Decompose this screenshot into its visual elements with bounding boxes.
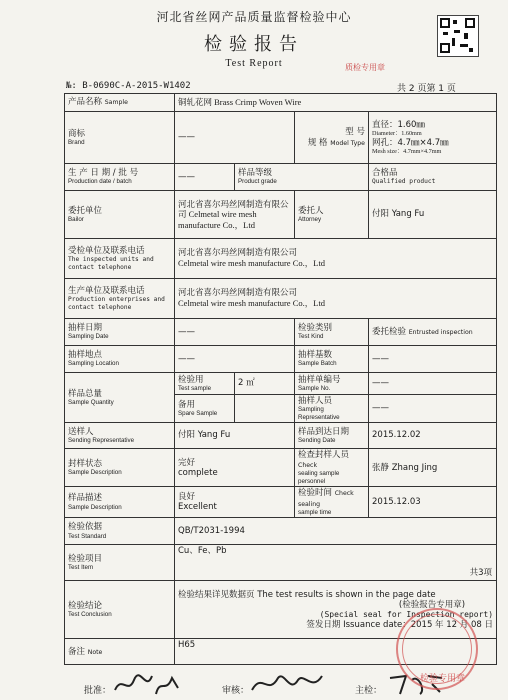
sending-date-label: 样品到达日期 Sending Date — [295, 423, 369, 449]
sample-batch-label: 抽样基数 Sample Batch — [295, 346, 369, 373]
sampling-date-value: —— — [175, 319, 295, 346]
product-name-value: 铜轧花网 Brass Crimp Woven Wire — [175, 94, 497, 112]
attorney-label: 委托人 Attorney — [295, 191, 369, 239]
conclusion-value: 检验结果详见数据页 The test results is shown in the page date (检验报告专用章) (Special seal for Inspection report) 签发日期 Issuance date：2015 年 12 月 08 日 — [175, 581, 497, 639]
sending-rep-value: 付阳 Yang Fu — [175, 423, 295, 449]
reviewer-signature — [248, 668, 328, 698]
test-item-label: 检验项目 Test Item — [65, 545, 175, 581]
qr-code-icon — [437, 15, 479, 57]
approver-signature — [112, 670, 182, 698]
test-sample-value: 2 ㎡ — [235, 373, 295, 395]
test-item-count: 共3项 — [469, 567, 493, 578]
production-date-label: 生 产 日 期 / 批 号 Production date / batch — [65, 164, 175, 191]
brand-value: —— — [175, 112, 295, 164]
brand-label: 商标 Brand — [65, 112, 175, 164]
top-seal-text: 质检专用章 — [345, 63, 385, 72]
test-kind-value: 委托检验 Entrusted inspection — [369, 319, 497, 346]
product-name-label: 产品名称 Sample — [65, 94, 175, 112]
report-title: 检验报告 — [204, 34, 304, 55]
sealing-person-label: 检查封样人员 Check sealing sample personnel — [295, 449, 369, 487]
sampling-rep-value: —— — [369, 395, 497, 423]
sample-no-value: —— — [369, 373, 497, 395]
sample-desc2-label: 样品描述 Sample Description — [65, 487, 175, 518]
grade-label: 样品等级 Product grade — [235, 164, 369, 191]
document-number: №: B-0690C-A-2015-W1402 — [66, 81, 191, 91]
sending-date-value: 2015.12.02 — [369, 423, 497, 449]
sampling-date-label: 抽样日期 Sampling Date — [65, 319, 175, 346]
inspected-unit-label: 受检单位及联系电话 The inspected units and contact telephone — [65, 239, 175, 279]
note-label: 备注 Note — [65, 639, 175, 665]
report-form — [64, 93, 497, 665]
report-org: 河北省丝网产品质量监督检验中心 — [156, 10, 352, 24]
producer-value: 河北省喜尔玛丝网制造有限公司 Celmetal wire mesh manufacture Co.，Ltd — [175, 279, 497, 319]
test-item-value: Cu、Fe、Pb 共3项 — [175, 545, 497, 581]
test-sample-label: 检验用 Test sample — [175, 373, 235, 395]
sample-desc-label: 封样状态 Sample Description — [65, 449, 175, 487]
sample-quantity-label: 样品总量 Sample Quantity — [65, 373, 175, 423]
sample-no-label: 抽样单编号 Sample No. — [295, 373, 369, 395]
test-kind-label: 检验类别 Test Kind — [295, 319, 369, 346]
stamp-text: 检验专用章 — [420, 674, 466, 684]
sample-desc-value: 完好 complete — [175, 449, 295, 487]
review-label: 审核： — [222, 686, 250, 696]
sample-batch-value: —— — [369, 346, 497, 373]
sealing-time-value: 2015.12.03 — [369, 487, 497, 518]
chief-label: 主检： — [355, 686, 383, 696]
production-date-value: —— — [175, 164, 235, 191]
report-subtitle: Test Report — [225, 58, 283, 69]
sampling-rep-label: 抽样人员 Sampling Representative — [295, 395, 369, 423]
sample-desc2-value: 良好 Excellent — [175, 487, 295, 518]
producer-label: 生产单位及联系电话 Production enterprises and contact telephone — [65, 279, 175, 319]
model-value: 直径：1.60㎜ Diameter：1.60mm 网孔：4.7㎜×4.7㎜ Mesh size：4.7mm×4.7mm — [369, 112, 497, 164]
sealing-person-value: 张静 Zhang Jing — [369, 449, 497, 487]
sealing-time-label: 检验时间 Check sealing sample time — [295, 487, 369, 518]
sampling-location-value: —— — [175, 346, 295, 373]
conclusion-label: 检验结论 Test Conclusion — [65, 581, 175, 639]
sending-rep-label: 送样人 Sending Representative — [65, 423, 175, 449]
spare-sample-value — [235, 395, 295, 423]
spare-sample-label: 备用 Spare Sample — [175, 395, 235, 423]
sampling-location-label: 抽样地点 Sampling Location — [65, 346, 175, 373]
test-standard-label: 检验依据 Test Standard — [65, 518, 175, 545]
bailor-value: 河北省喜尔玛丝网制造有限公司 Celmetal wire mesh manufacture Co.，Ltd — [175, 191, 295, 239]
approve-label: 批准： — [84, 686, 112, 696]
grade-value: 合格品 Qualified product — [369, 164, 497, 191]
test-standard-value: QB/T2031-1994 — [175, 518, 497, 545]
bailor-label: 委托单位 Bailor — [65, 191, 175, 239]
page-info: 共 2 页第 1 页 — [397, 84, 456, 94]
model-label: 型 号 规 格 Model Type — [295, 112, 369, 164]
note-value: H65 — [175, 639, 497, 665]
attorney-value: 付阳 Yang Fu — [369, 191, 497, 239]
inspected-unit-value: 河北省喜尔玛丝网制造有限公司 Celmetal wire mesh manufacture Co.，Ltd — [175, 239, 497, 279]
